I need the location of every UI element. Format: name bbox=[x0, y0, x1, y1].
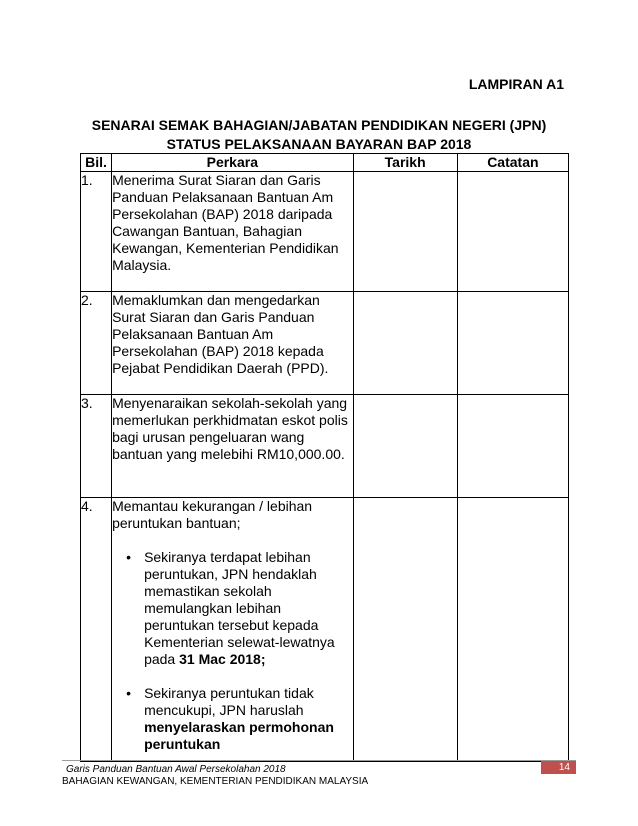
footer-document-title: Garis Panduan Bantuan Awal Persekolahan 2018 bbox=[66, 764, 286, 775]
row-number: 4. bbox=[81, 498, 112, 762]
appendix-label: LAMPIRAN A1 bbox=[468, 76, 564, 92]
table-row bbox=[81, 395, 569, 498]
bullet-item bbox=[112, 685, 352, 753]
checklist-table bbox=[80, 153, 569, 762]
column-header-perkara: Perkara bbox=[112, 154, 353, 172]
row-date-cell bbox=[353, 172, 457, 292]
column-header-bil: Bil. bbox=[81, 154, 112, 172]
bullet-emphasis: menyelaraskan permohonan peruntukan bbox=[144, 719, 334, 752]
bullet-list bbox=[112, 549, 352, 753]
row-item-content bbox=[112, 498, 353, 762]
table-row bbox=[81, 498, 569, 762]
row-notes-cell bbox=[457, 292, 568, 395]
row-date-cell bbox=[353, 498, 457, 762]
row-item-text: Memantau kekurangan / lebihan peruntukan bantuan; bbox=[112, 498, 313, 531]
document-title-line1: SENARAI SEMAK BAHAGIAN/JABATAN PENDIDIKAN NEGERI (JPN) bbox=[91, 117, 547, 133]
row-item-text: Menyenaraikan sekolah-sekolah yang memerlukan perkhidmatan eskot polis bagi urusan pengeluaran wang bantuan yang melebihi RM10,000.00. bbox=[112, 395, 353, 498]
row-number: 2. bbox=[81, 292, 112, 395]
bullet-dot-icon: • bbox=[126, 685, 131, 701]
table-row bbox=[81, 292, 569, 395]
row-date-cell bbox=[353, 395, 457, 498]
footer-organization: BAHAGIAN KEWANGAN, KEMENTERIAN PENDIDIKAN MALAYSIA bbox=[62, 776, 369, 787]
row-notes-cell bbox=[457, 498, 568, 762]
bullet-text: Sekiranya terdapat lebihan peruntukan, JPN hendaklah memastikan sekolah memulangkan lebihan peruntukan tersebut kepada Kementerian selewat-lewatnya pada bbox=[144, 549, 335, 667]
bullet-dot-icon: • bbox=[126, 549, 131, 565]
row-item-text: Menerima Surat Siaran dan Garis Panduan Pelaksanaan Bantuan Am Persekolahan (BAP) 2018 daripada Cawangan Bantuan, Bahagian Kewangan, Kementerian Pendidikan Malaysia. bbox=[112, 172, 353, 292]
column-header-tarikh: Tarikh bbox=[353, 154, 457, 172]
footer-divider bbox=[62, 760, 576, 761]
row-date-cell bbox=[353, 292, 457, 395]
bullet-item bbox=[112, 549, 352, 668]
column-header-catatan: Catatan bbox=[457, 154, 568, 172]
row-number: 1. bbox=[81, 172, 112, 292]
row-notes-cell bbox=[457, 172, 568, 292]
table-header-row bbox=[81, 154, 569, 172]
bullet-emphasis: 31 Mac 2018; bbox=[179, 651, 266, 667]
row-notes-cell bbox=[457, 395, 568, 498]
row-number: 3. bbox=[81, 395, 112, 498]
document-title-line2: STATUS PELAKSANAAN BAYARAN BAP 2018 bbox=[166, 136, 472, 152]
page-number-badge: 14 bbox=[541, 761, 576, 774]
bullet-text: Sekiranya peruntukan tidak mencukupi, JPN haruslah bbox=[144, 685, 314, 718]
table-row bbox=[81, 172, 569, 292]
row-item-text: Memaklumkan dan mengedarkan Surat Siaran dan Garis Panduan Pelaksanaan Bantuan Am Persekolahan (BAP) 2018 kepada Pejabat Pendidikan Daerah (PPD). bbox=[112, 292, 353, 395]
